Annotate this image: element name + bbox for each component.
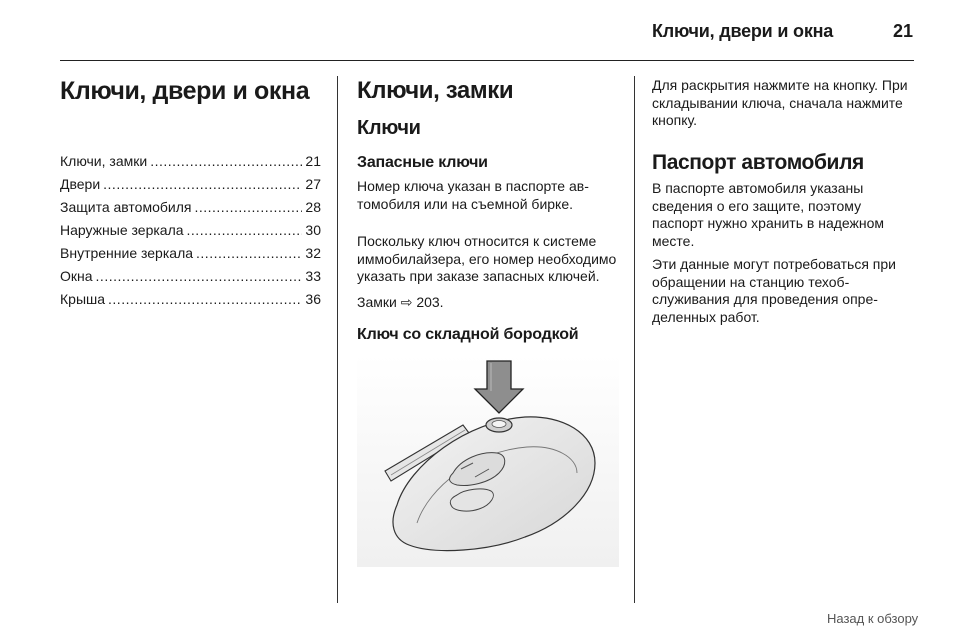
column-divider-2 [634, 76, 635, 603]
toc-entry-page: 36 [305, 291, 321, 307]
toc-entry-label: Наружные зеркала [60, 222, 184, 238]
cross-reference-label: Замки [357, 294, 397, 310]
toc-entry-page: 33 [305, 268, 321, 284]
toc-entry[interactable] [60, 242, 321, 265]
toc-entry[interactable] [60, 219, 321, 242]
running-header-title: Ключи, двери и окна [652, 21, 834, 41]
spare-keys-heading: Запасные ключи [357, 154, 488, 171]
toc-leader-dots [194, 196, 302, 219]
toc-leader-dots [96, 265, 303, 288]
toc-entry[interactable] [60, 150, 321, 173]
vehicle-passport-paragraph-1: В паспорте автомобиля указаны сведения о его защите, поэтому паспорт нужно хранить в надежном месте. [652, 180, 885, 249]
unfold-instruction: Для раскрытия нажмите на кнопку. При складывании ключа, сначала нажмите кнопку. [652, 77, 908, 128]
column-divider-1 [337, 76, 338, 603]
back-to-overview-link[interactable]: Назад к обзору [827, 611, 919, 626]
chapter-title: Ключи, двери и окна [60, 77, 310, 105]
vehicle-passport-paragraph-2: Эти данные могут потребоваться при обращении на станцию техобслуживания для проведения определенных работ. [652, 256, 896, 325]
toc-entry[interactable] [60, 265, 321, 288]
section-title: Ключи, замки [357, 77, 514, 104]
toc-entry-page: 21 [305, 153, 321, 169]
folding-key-heading: Ключ со складной бородкой [357, 326, 579, 343]
toc-leader-dots [187, 219, 303, 242]
toc-entry-label: Окна [60, 268, 93, 284]
toc-leader-dots [108, 288, 302, 311]
page-number: 21 [893, 21, 914, 41]
toc-entry-page: 30 [305, 222, 321, 238]
toc-leader-dots [150, 150, 302, 173]
subsection-title: Ключи [357, 117, 421, 139]
folding-key-illustration [357, 355, 619, 567]
header-rule [60, 60, 914, 61]
toc-entry[interactable] [60, 196, 321, 219]
toc-entry-page: 27 [305, 176, 321, 192]
toc-leader-dots [103, 173, 302, 196]
arrow-right-icon: ⇨ [400, 294, 413, 310]
toc-entry[interactable] [60, 288, 321, 311]
toc-entry-label: Двери [60, 176, 101, 192]
toc-leader-dots [196, 242, 302, 265]
cross-reference-page: 203. [416, 294, 444, 310]
toc-entry-page: 32 [305, 245, 321, 261]
toc-entry-label: Ключи, замки [60, 153, 148, 169]
spare-keys-paragraph-1: Номер ключа указан в паспорте автомобиля или на съемной бирке. [357, 178, 589, 212]
toc-entry-label: Внутренние зеркала [60, 245, 194, 261]
toc-entry-label: Защита автомобиля [60, 199, 192, 215]
vehicle-passport-heading: Паспорт автомобиля [652, 151, 864, 174]
toc-entry-page: 28 [305, 199, 321, 215]
table-of-contents [60, 150, 321, 311]
cross-reference[interactable] [357, 294, 619, 312]
toc-entry[interactable] [60, 173, 321, 196]
spare-keys-paragraph-2: Поскольку ключ относится к системе иммобилайзера, его номер необходимо указать при заказе запасных ключей. [357, 233, 617, 284]
toc-entry-label: Крыша [60, 291, 106, 307]
